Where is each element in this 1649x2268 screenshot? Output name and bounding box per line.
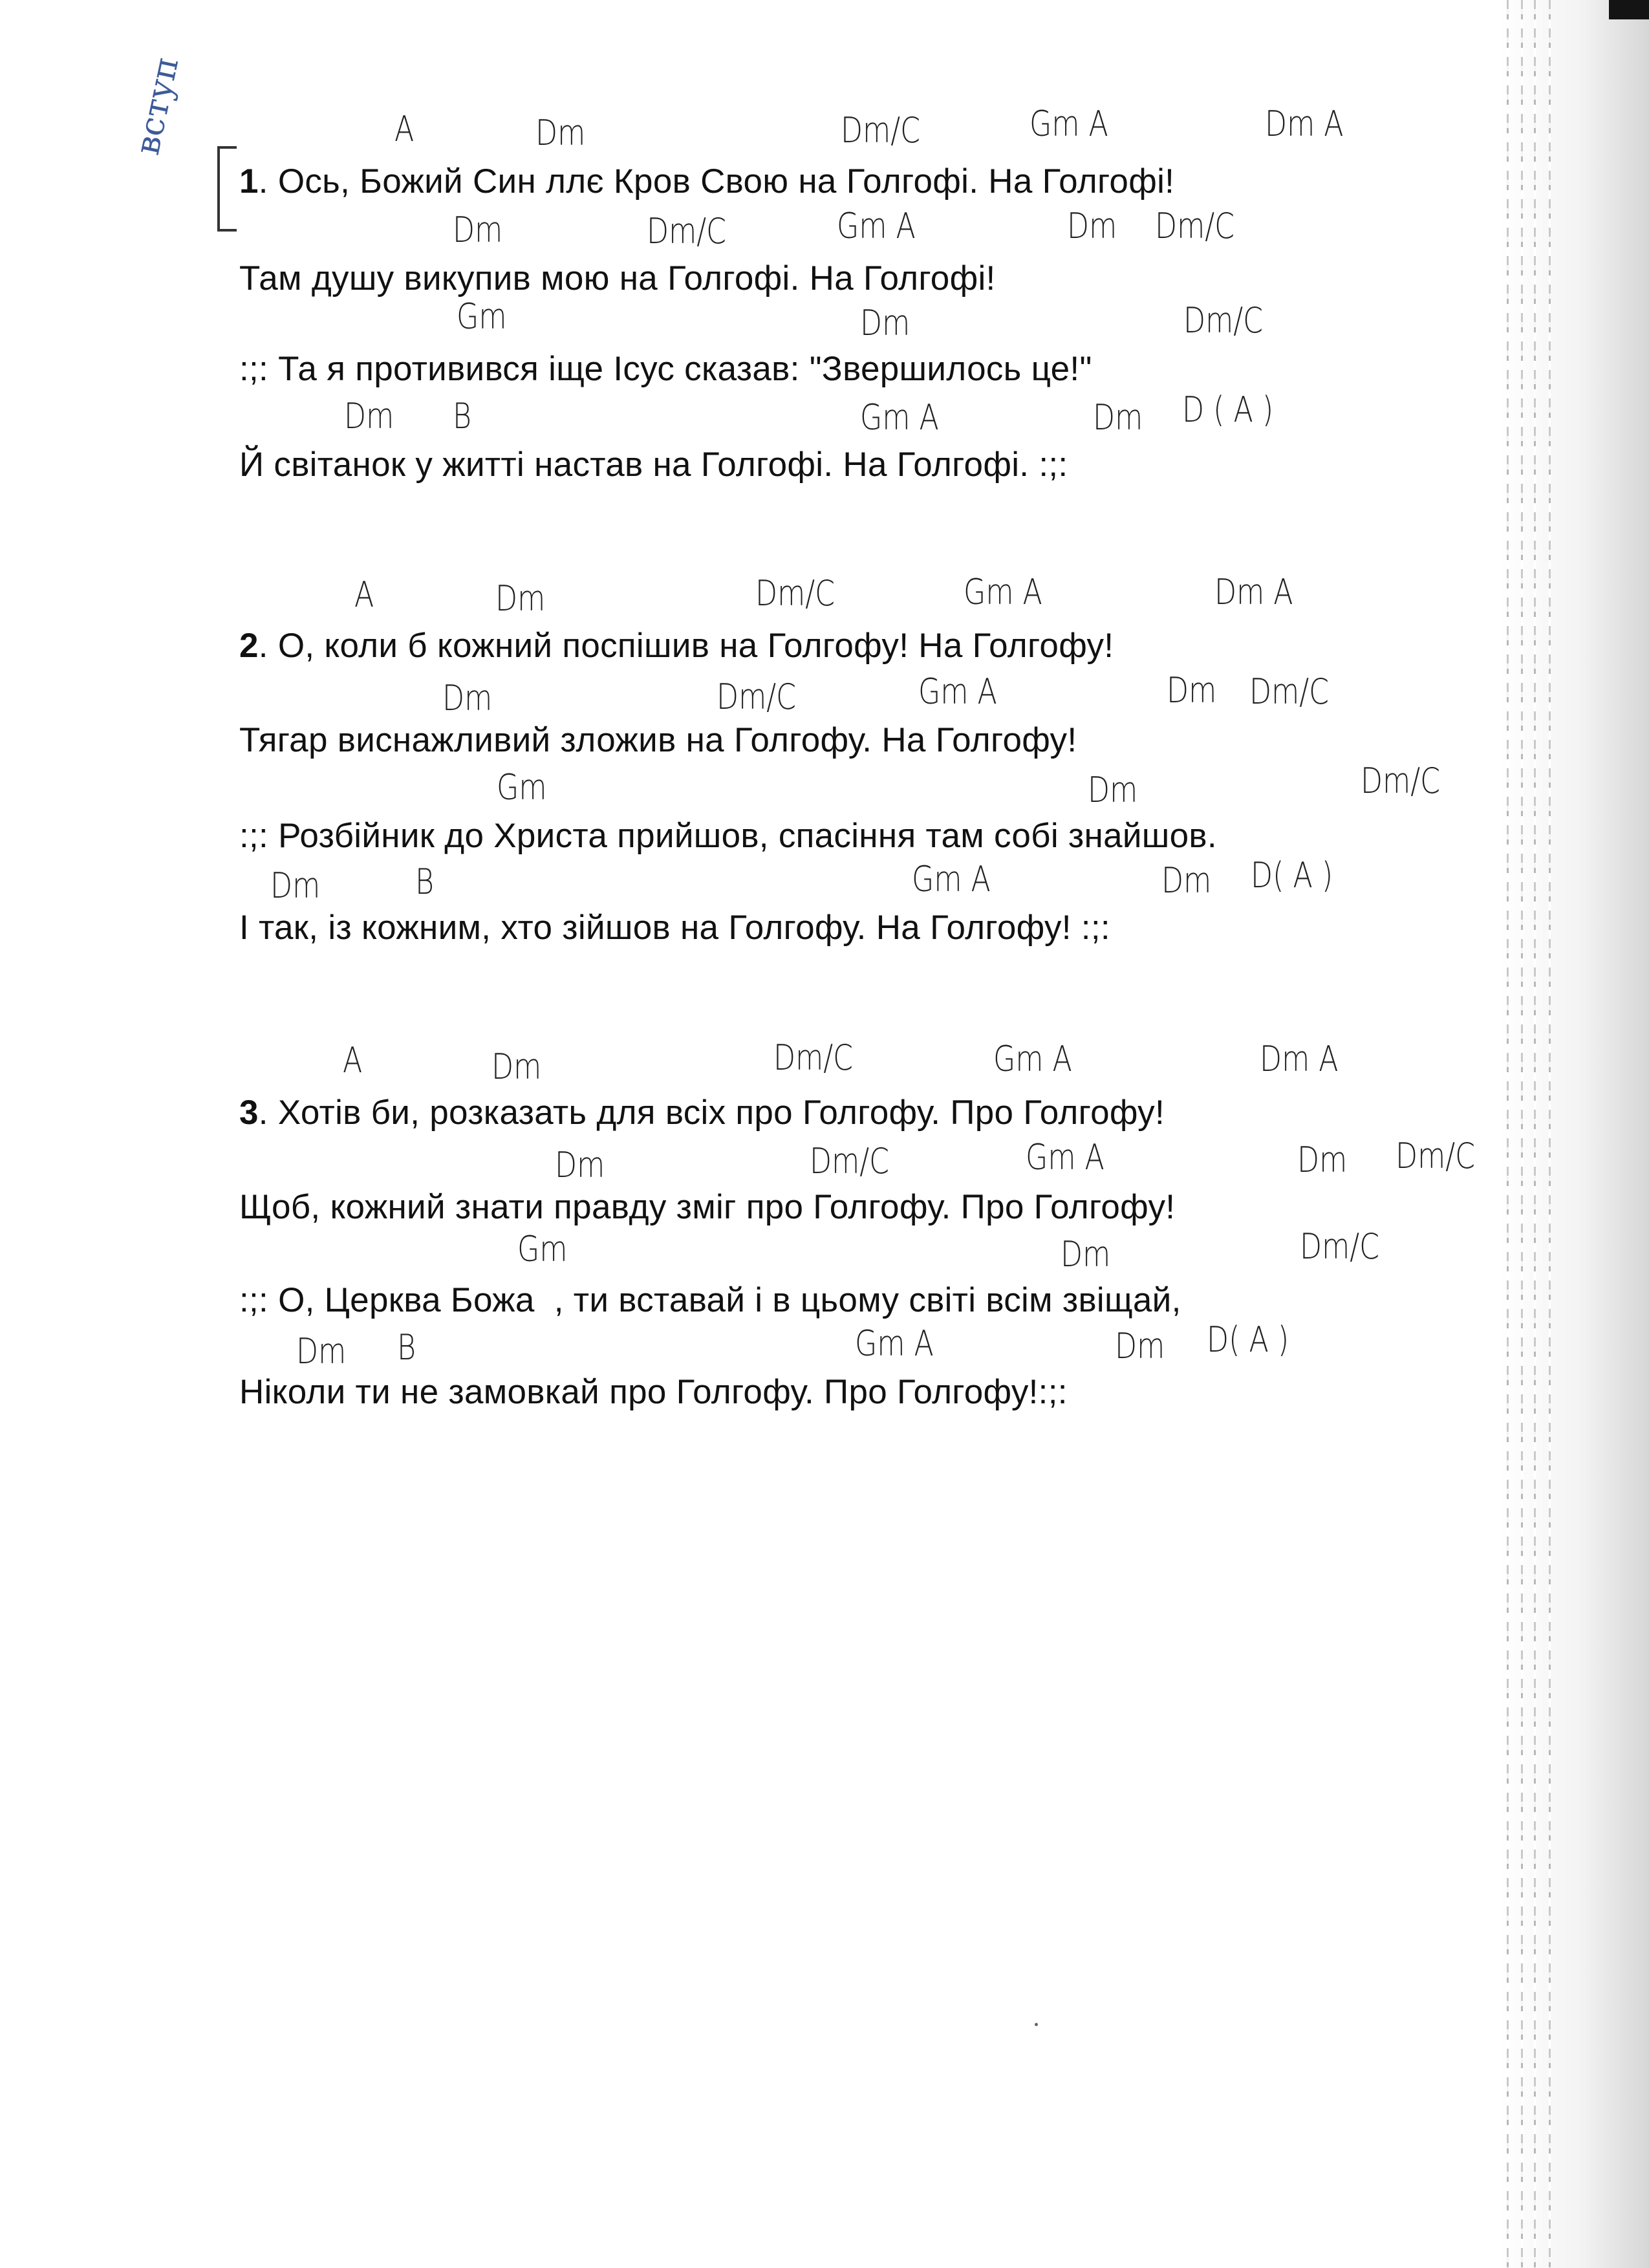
scan-artifact-line — [1549, 0, 1551, 2268]
chord: Gm A — [855, 1323, 934, 1364]
lyric-text: . Хотів би, розказать для всіх про Голгофу. Про Голгофу! — [258, 1094, 1165, 1132]
chord: Gm A — [993, 1039, 1072, 1079]
chord: Dm/C — [1249, 671, 1330, 712]
chord: Dm — [1161, 860, 1212, 901]
chord: Dm — [1093, 397, 1143, 438]
lyric-line: :;: Розбійник до Христа прийшов, спасіння там собі знайшов. — [239, 817, 1217, 855]
lyric-line — [239, 1093, 1165, 1132]
scan-corner-mark — [1609, 0, 1649, 19]
scan-artifact-line — [1507, 0, 1509, 2268]
lyric-line: Тягар виснажливий зложив на Голгофу. На Голгофу! — [239, 721, 1077, 759]
chord: B — [397, 1327, 416, 1368]
lyric-text: . О, коли б кожний поспішив на Голгофу! На Голгофу! — [258, 627, 1114, 665]
lyric-line: І так, із кожним, хто зійшов на Голгофу. На Голгофу! :;: — [239, 909, 1110, 947]
lyric-line: :;: О, Церква Божа , ти вставай і в цьому світі всім звіщай, — [239, 1281, 1181, 1319]
chord: Dm A — [1265, 103, 1344, 144]
chord: D( A ) — [1251, 855, 1333, 896]
chord: Dm — [1167, 670, 1217, 711]
chord: B — [453, 396, 471, 437]
lyric-line: Ніколи ти не замовкай про Голгофу. Про Голгофу!:;: — [239, 1373, 1068, 1411]
chord: D( A ) — [1207, 1319, 1289, 1360]
chord: A — [354, 574, 374, 615]
chord: Gm A — [837, 206, 916, 246]
chord: Gm A — [918, 671, 997, 712]
verse-number: 2 — [239, 627, 259, 665]
chord: Dm — [442, 678, 493, 718]
chord: B — [415, 861, 434, 902]
chord: Dm — [1297, 1139, 1348, 1180]
chord: A — [343, 1040, 363, 1081]
chord: Dm/C — [1183, 300, 1264, 341]
chord: Dm — [1067, 206, 1117, 246]
lyric-text: . Ось, Божий Син ллє Кров Свою на Голгофі. На Голгофі! — [258, 162, 1175, 200]
scan-speck — [1035, 2023, 1038, 2026]
chord: Dm — [344, 396, 394, 437]
chord: Dm — [535, 113, 586, 153]
chord: Dm — [296, 1331, 347, 1372]
intro-bracket — [217, 146, 237, 232]
chord: Gm A — [1029, 103, 1108, 144]
verse-number: 3 — [239, 1094, 259, 1132]
chord: Dm — [1088, 770, 1138, 810]
chord: Dm — [491, 1046, 542, 1087]
chord: Dm/C — [1396, 1136, 1476, 1176]
chord: Gm A — [964, 572, 1042, 612]
chord: Dm — [495, 578, 546, 619]
chord: Gm A — [860, 397, 939, 438]
chord: Dm/C — [755, 573, 835, 614]
chord: Dm — [270, 865, 321, 906]
lyric-line — [239, 162, 1174, 201]
scan-artifact-line — [1534, 0, 1536, 2268]
chord: Dm — [1115, 1326, 1165, 1366]
chord: Gm A — [912, 859, 991, 900]
chord: Dm/C — [773, 1037, 854, 1078]
chord: D ( A ) — [1182, 389, 1274, 430]
scan-artifact-line — [1521, 0, 1523, 2268]
chord: Dm/C — [841, 110, 921, 151]
chord: Dm/C — [717, 676, 797, 717]
chord: Dm — [453, 210, 503, 250]
chord: Dm — [1061, 1234, 1111, 1275]
chord: Dm — [555, 1145, 605, 1185]
lyric-line: :;: Та я противився іще Ісус сказав: "Звершилось це!" — [239, 350, 1092, 388]
lyric-line — [239, 626, 1114, 665]
chord: Dm A — [1214, 572, 1293, 612]
verse-number: 1 — [239, 162, 259, 200]
lyric-line: Й світанок у житті настав на Голгофі. На Голгофі. :;: — [239, 446, 1068, 484]
chord: Gm — [517, 1229, 568, 1269]
chord: Dm/C — [1155, 206, 1235, 246]
chord: Dm/C — [647, 211, 727, 252]
chord: Dm — [860, 303, 911, 343]
chord: Gm — [497, 767, 547, 808]
chord: A — [394, 109, 415, 149]
chord: Gm — [457, 296, 507, 337]
intro-handwritten-note: вступ — [128, 53, 187, 158]
chord: Gm A — [1026, 1137, 1105, 1178]
chord: Dm/C — [1300, 1226, 1380, 1267]
chord: Dm A — [1260, 1039, 1339, 1079]
lyric-line: Там душу викупив мою на Голгофі. На Голгофі! — [239, 259, 996, 297]
lyric-line: Щоб, кожний знати правду зміг про Голгофу. Про Голгофу! — [239, 1188, 1176, 1226]
chord: Dm/C — [810, 1141, 890, 1182]
chord: Dm/C — [1361, 761, 1441, 801]
